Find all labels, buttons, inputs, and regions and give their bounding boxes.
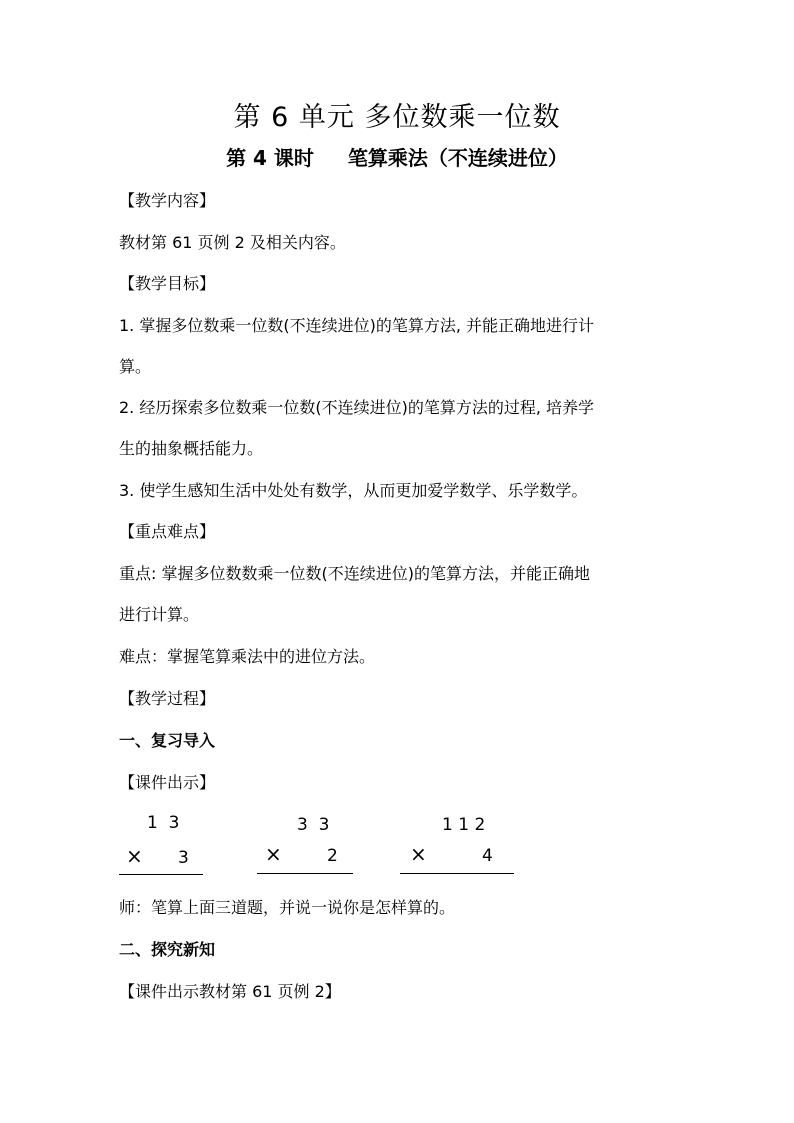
goal-2-line-2: 生的抽象概括能力。 — [119, 439, 264, 458]
multiplicand: 1 1 2 — [442, 815, 486, 835]
key-point-line-2: 进行计算。 — [119, 605, 200, 624]
key-points-heading: 【重点难点】 — [119, 522, 216, 541]
result-line — [257, 873, 353, 874]
courseware-example-label: 【课件出示教材第 61 页例 2】 — [119, 982, 341, 1001]
multiply-sign: × — [410, 842, 427, 866]
goal-1-line-1: 1. 掌握多位数乘一位数(不连续进位)的笔算方法, 并能正确地进行计 — [119, 316, 595, 335]
goals-heading: 【教学目标】 — [119, 274, 216, 293]
multiplier: 2 — [327, 846, 338, 866]
lesson-number: 第 4 课时 — [226, 146, 314, 170]
multiply-sign: × — [126, 844, 143, 868]
lesson-subtitle — [0, 143, 794, 173]
goal-2-line-1: 2. 经历探索多位数乘一位数(不连续进位)的笔算方法的过程, 培养学 — [119, 398, 595, 417]
difficulty-point: 难点：掌握笔算乘法中的进位方法。 — [119, 647, 376, 666]
teacher-instruction: 师：笔算上面三道题，并说一说你是怎样算的。 — [119, 898, 456, 917]
part-1-heading: 一、复习导入 — [119, 731, 216, 750]
multiplicand: 3 3 — [297, 815, 330, 835]
result-line — [119, 874, 203, 875]
key-point-line-1: 重点: 掌握多位数数乘一位数(不连续进位)的笔算方法，并能正确地 — [119, 564, 590, 583]
multiplier: 4 — [482, 846, 493, 866]
process-heading: 【教学过程】 — [119, 689, 216, 708]
content-heading: 【教学内容】 — [119, 191, 216, 210]
content-text: 教材第 61 页例 2 及相关内容。 — [119, 233, 346, 252]
courseware-label: 【课件出示】 — [119, 773, 216, 792]
multiply-sign: × — [265, 842, 282, 866]
unit-title: 第 6 单元 多位数乘一位数 — [233, 102, 561, 133]
multiplicand: 1 3 — [147, 813, 180, 833]
multiplication-exercise — [257, 812, 353, 880]
goal-3: 3. 使学生感知生活中处处有数学，从而更加爱学数学、乐学数学。 — [119, 481, 588, 500]
lesson-topic: 笔算乘法（不连续进位） — [347, 146, 568, 170]
result-line — [400, 873, 514, 874]
part-2-heading: 二、探究新知 — [119, 940, 216, 959]
multiplication-exercise — [119, 810, 203, 880]
multiplication-exercise — [400, 812, 514, 880]
multiplier: 3 — [178, 848, 189, 868]
goal-1-line-2: 算。 — [119, 357, 152, 376]
